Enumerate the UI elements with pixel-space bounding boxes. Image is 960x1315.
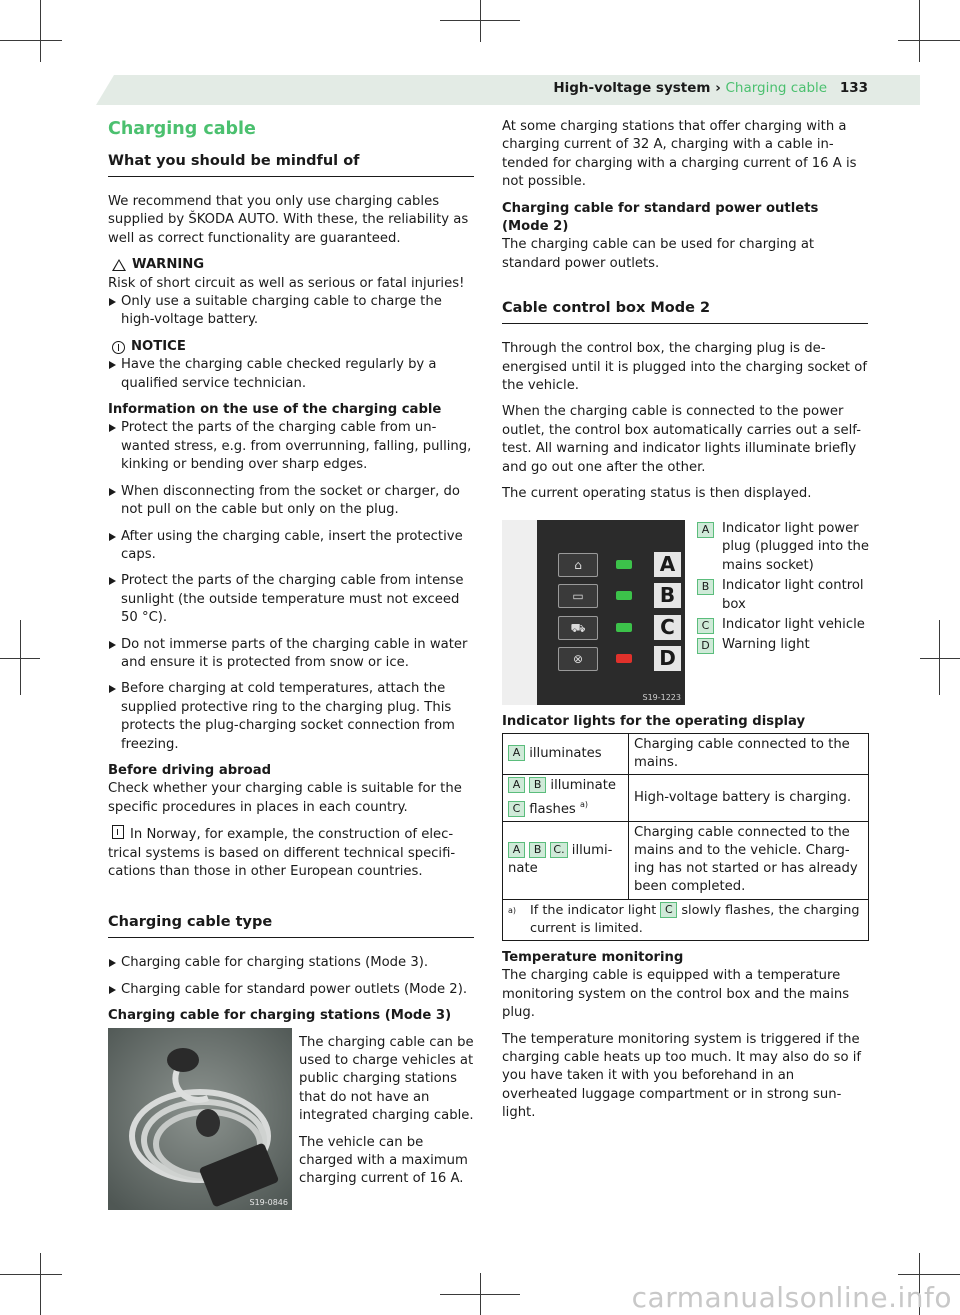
table-row <box>503 734 869 775</box>
mode2-heading: Charging cable for standard power outlets (Mode 2) <box>502 200 819 235</box>
warning-heading <box>108 256 474 274</box>
crop-mark <box>0 1274 62 1275</box>
footnote-ref: a) <box>580 799 589 809</box>
temp-heading: Temperature monitoring <box>502 950 684 965</box>
legend-item <box>697 616 869 634</box>
warning-text: Risk of short circuit as well as serious or fatal injuries! <box>108 275 465 291</box>
figure-label-d: D <box>654 646 681 671</box>
indicator-led-b <box>616 591 632 600</box>
warning-label: WARNING <box>132 257 205 273</box>
norway-note-text: In Norway, for example, the construction of electrical systems is based on different technical specifications than those in other European countries. <box>108 827 456 879</box>
mode2-text: The charging cable can be used for charging at standard power outlets. <box>502 237 815 271</box>
footnote-pre: If the indicator light <box>530 902 657 918</box>
legend-text: Indicator light vehicle <box>722 617 865 633</box>
state-text: illuminate <box>508 843 613 877</box>
mode3-paragraph: The charging cable can be used to charge vehicles at public charging stations that do not have an integrated charging cable. <box>299 1034 474 1124</box>
meaning-cell: High-voltage battery is charging. <box>629 775 869 821</box>
light-key: C <box>660 902 677 918</box>
warning-bullet: Only use a suitable charging cable to charge the high-voltage battery. <box>108 293 474 330</box>
meaning-cell: Charging cable connected to the mains. <box>629 734 869 775</box>
header-separator: › <box>715 80 721 96</box>
footnote-post: slowly flashes, the charging current is limited. <box>530 902 860 936</box>
temp-paragraph: The temperature monitoring system is triggered if the charging cable heats up too much. It may also do so if you have taken it with you beforehand in an overheated luggage compartment or in strong sunlight. <box>502 1031 862 1121</box>
legend-key: D <box>697 638 714 654</box>
house-icon: ⌂ <box>558 553 598 577</box>
legend-item <box>697 636 869 654</box>
crop-mark <box>40 1253 41 1315</box>
control-box-figure <box>537 520 685 705</box>
meaning-cell: Charging cable connected to the mains and to the vehicle. Charging has not started or has already been completed. <box>629 821 869 899</box>
chapter-title: Charging cable <box>108 119 256 139</box>
light-key: B <box>529 842 546 858</box>
controlbox-paragraph: Through the control box, the charging plug is deenergised until it is plugged into the charging socket of the vehicle. <box>502 341 867 394</box>
footnote-mark: a) <box>508 905 517 915</box>
header-subsection: Charging cable <box>725 80 828 96</box>
legend-text: Indicator light power plug (plugged into the mains socket) <box>722 521 870 573</box>
crop-mark <box>0 40 62 41</box>
crop-mark <box>40 0 41 62</box>
crop-mark <box>440 1294 520 1295</box>
state-text: illuminates <box>529 746 602 762</box>
running-header <box>553 80 868 96</box>
crop-mark <box>920 658 960 659</box>
mode3-heading: Charging cable for charging stations (Mode 3) <box>108 1008 452 1024</box>
type-bullet: Charging cable for charging stations (Mode 3). <box>108 954 474 972</box>
info-bullet: Protect the parts of the charging cable from intense sunlight (the outside temperature must not exceed 50 °C). <box>108 572 474 627</box>
figure-code: S19-1223 <box>642 693 681 702</box>
table-row <box>503 821 869 899</box>
norway-note <box>108 825 474 881</box>
info-bullet: Do not immerse parts of the charging cable in water and ensure it is protected from snow or ice. <box>108 636 474 673</box>
table-title: Indicator lights for the operating display <box>502 714 806 729</box>
info-bullet: After using the charging cable, insert the protective caps. <box>108 528 474 565</box>
crop-mark <box>0 658 40 659</box>
notice-bullet: Have the charging cable checked regularly by a qualified service technician. <box>108 356 474 393</box>
abroad-text: Check whether your charging cable is suitable for the specific procedures in places in each country. <box>108 781 462 815</box>
right-top-block <box>502 118 868 512</box>
indicator-table <box>502 733 869 941</box>
intro-paragraph: We recommend that you only use charging cables supplied by ŠKODA AUTO. With these, the reliability as well as correct functionality are guaranteed. <box>108 194 469 246</box>
info-bullet: Before charging at cold temperatures, attach the supplied protective ring to the charging plug. This protects the plug-charging socket connection from freezing. <box>108 680 474 754</box>
footnote-cell <box>503 899 869 940</box>
legend-key: C <box>697 618 714 634</box>
controlbox-paragraph: When the charging cable is connected to the power outlet, the control box automatically carries out a self-test. All warning and indicator lights illuminate briefly and go out one after the other. <box>502 404 861 475</box>
temperature-block <box>502 949 868 1131</box>
type-bullet: Charging cable for standard power outlets (Mode 2). <box>108 981 474 999</box>
info-icon <box>112 825 124 839</box>
section-title: What you should be mindful of <box>108 152 474 177</box>
state-cell <box>503 821 629 899</box>
legend-item <box>697 577 869 614</box>
watermark: carmanualsonline.info <box>631 1281 952 1314</box>
warning-x-icon: ⊗ <box>558 647 598 671</box>
figure-label-a: A <box>654 552 681 577</box>
crop-mark <box>440 20 520 21</box>
footnote-text <box>530 902 863 938</box>
station-paragraph: At some charging stations that offer charging with a charging current of 32 A, charging with a cable intended for charging with a charging current of 16 A is not possible. <box>502 119 857 190</box>
notice-heading <box>108 338 474 356</box>
figure-label-c: C <box>654 615 681 640</box>
abroad-heading: Before driving abroad <box>108 762 272 778</box>
light-key: B <box>529 777 546 793</box>
state-cell <box>503 775 629 821</box>
crop-mark <box>898 40 960 41</box>
legend-item <box>697 520 869 575</box>
car-icon: ⛟ <box>558 616 598 640</box>
figure-label-b: B <box>654 583 681 608</box>
table-footnote-row <box>503 899 869 940</box>
crop-mark <box>898 1274 960 1275</box>
indicator-led-c <box>616 623 632 632</box>
state-text: flashes <box>529 801 576 817</box>
light-key: C. <box>550 842 567 858</box>
light-key: A <box>508 777 525 793</box>
light-key: A <box>508 745 525 761</box>
mode3-text <box>299 1034 474 1189</box>
light-key: A <box>508 842 525 858</box>
photo-code: S19-0846 <box>249 1198 288 1207</box>
section-title: Cable control box Mode 2 <box>502 299 868 324</box>
footnote <box>508 902 863 938</box>
figure-legend <box>697 520 869 657</box>
legend-text: Indicator light control box <box>722 578 864 612</box>
crop-mark <box>919 0 920 62</box>
crop-mark <box>480 0 481 42</box>
info-bullet: When disconnecting from the socket or charger, do not pull on the cable but only on the plug. <box>108 483 474 520</box>
warning-triangle-icon <box>112 259 126 271</box>
header-section: High-voltage system <box>553 80 711 96</box>
controlbox-paragraph: The current operating status is then displayed. <box>502 486 812 502</box>
notice-label: NOTICE <box>131 338 186 354</box>
legend-key: A <box>697 522 714 538</box>
light-key: C <box>508 801 525 817</box>
state-text: illuminate <box>550 778 616 794</box>
cable-illustration <box>108 1028 292 1210</box>
legend-key: B <box>697 579 714 595</box>
notice-icon <box>112 341 125 354</box>
mode3-paragraph: The vehicle can be charged with a maximum charging current of 16 A. <box>299 1134 468 1187</box>
info-bullet: Protect the parts of the charging cable from unwanted stress, e.g. from overrunning, falling, pulling, kinking or bending over sharp edges. <box>108 419 474 474</box>
control-box-icon: ▭ <box>558 584 598 608</box>
indicator-led-a <box>616 560 632 569</box>
info-heading: Information on the use of the charging cable <box>108 402 442 418</box>
table-row <box>503 775 869 821</box>
temp-paragraph: The charging cable is equipped with a temperature monitoring system on the control box and the mains plug. <box>502 968 850 1021</box>
page-number: 133 <box>839 80 868 96</box>
section-title: Charging cable type <box>108 913 474 938</box>
charging-cable-photo <box>108 1028 292 1210</box>
indicator-led-d <box>616 654 632 663</box>
state-cell <box>503 734 629 775</box>
legend-text: Warning light <box>722 637 810 653</box>
